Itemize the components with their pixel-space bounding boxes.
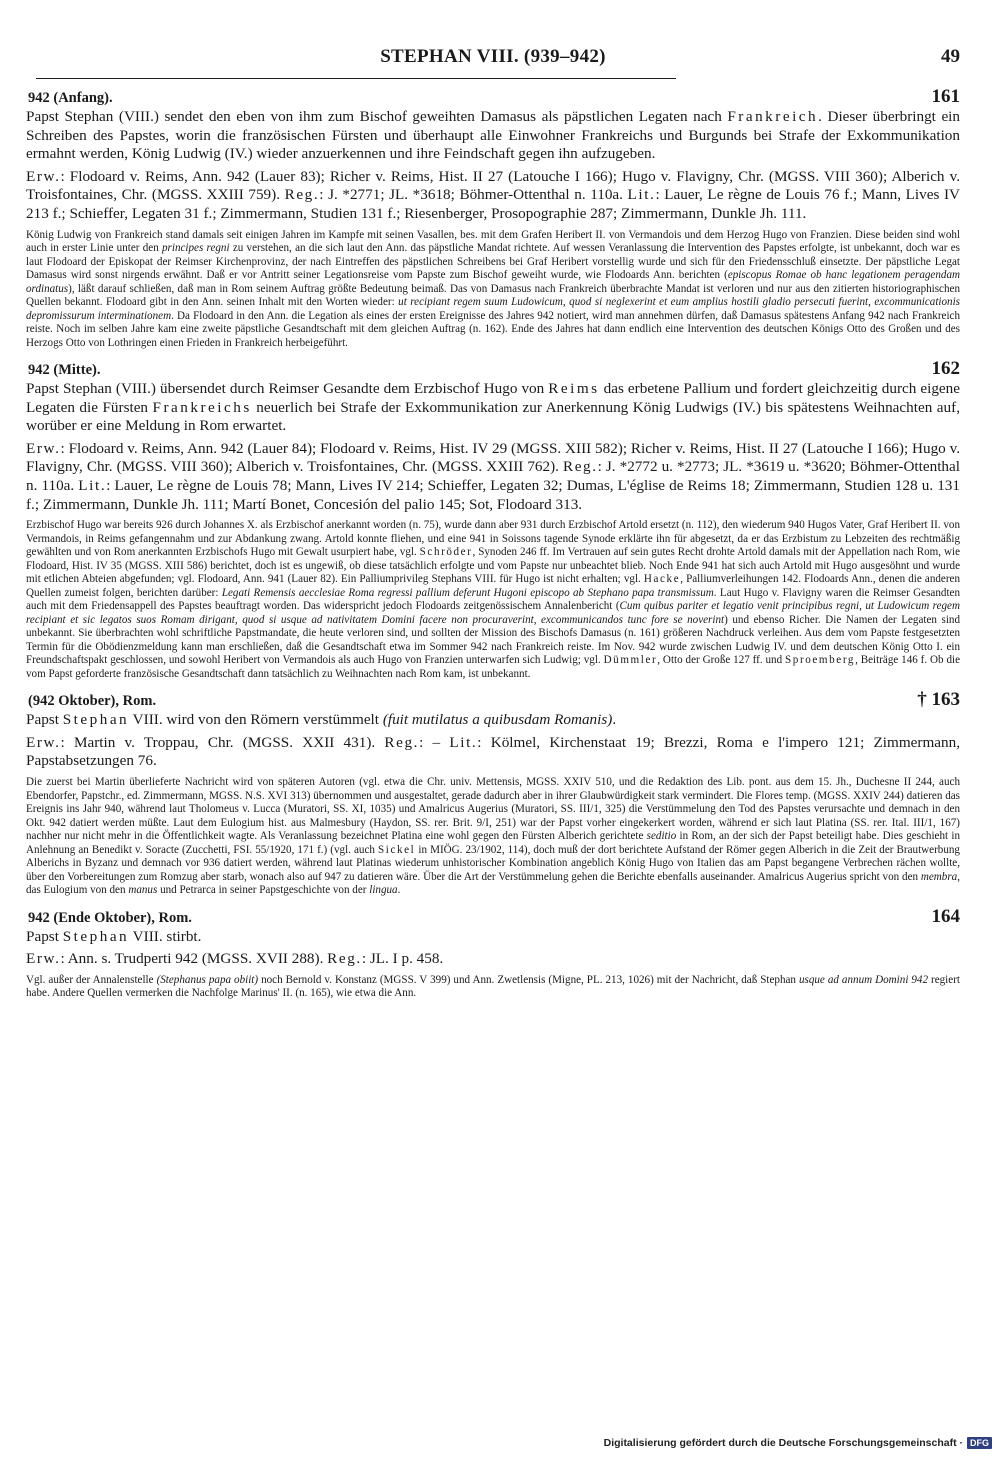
regest-entry-161 bbox=[26, 88, 960, 350]
entry-summary: Papst Stephan (VIII.) übersendet durch Reimser Gesandte dem Erzbischof Hugo von Reims das erbetene Pallium und fordert gleichzeitig durch eigene Legaten die Fürsten Frankreichs neuerlich bei Strafe der Exkommunikation zur Anerkennung König Ludwigs (IV.) bis spätestens Weihnachten auf, worüber er eine Meldung in Rom erwartet. bbox=[26, 380, 960, 435]
entry-number: † 163 bbox=[917, 689, 960, 711]
header-rule bbox=[36, 78, 676, 79]
entry-header bbox=[26, 905, 960, 928]
entry-header bbox=[26, 691, 960, 711]
entry-number: 161 bbox=[931, 86, 960, 107]
regest-entry-163 bbox=[26, 691, 960, 897]
entry-date: (942 Oktober), Rom. bbox=[28, 693, 157, 710]
page-number: 49 bbox=[941, 46, 960, 67]
entry-summary: Papst Stephan (VIII.) sendet den eben von ihm zum Bischof geweihten Damasus als päpstlichen Legaten nach Frankreich. Dieser überbringt ein Schreiben des Papstes, worin die französischen Fürsten und überhaupt alle Einwohner Frankreichs und Burgunds bei Strafe der Exkommunikation ermahnt werden, König Ludwig (IV.) wieder anzuerkennen und ihre Feindschaft gegen ihn aufzugeben. bbox=[26, 108, 960, 163]
entry-header bbox=[26, 360, 960, 380]
entry-sources: Erw.: Flodoard v. Reims, Ann. 942 (Lauer 83); Richer v. Reims, Hist. II 27 (Latouche I 166); Hugo v. Flavigny, Chr. (MGSS. VIII 360); Alberich v. Troisfontaines, Chr. (MGSS. XXIII 759). Reg.: J. *2771; JL. *3618; Böhmer-Ottenthal n. 110a. Lit.: Lauer, Le règne de Louis 76 f.; Mann, Lives IV 213 f.; Schieffer, Legaten 31 f.; Zimmermann, Studien 131 f.; Riesenberger, Prosopographie 287; Zimmermann, Dunkle Jh. 111. bbox=[26, 167, 960, 222]
entry-commentary: Die zuerst bei Martin überlieferte Nachricht wird von späteren Autoren (vgl. etwa die Chr. univ. Mettensis, MGSS. XXIV 510, und die Redaktion des Lib. pont. aus dem 15. Jh., Duchesne II 244, auch Ebendorfer, Papstchr., ed. Zimmermann, MGSS. N.S. XVI 313) übernommen und ausgestaltet, gerade dadurch aber in ihrer Glaubwürdigkeit stark vermindert. Die Flores temp. (MGSS. XXIV 244) datieren das Ereignis ins Jahr 940, während laut Tholomeus v. Lucca (Muratori, SS. XI, 1035) und Amalricus Augerius (Muratori, SS. III/1, 325) die Verstümmelung den Tod des Papstes verursachte und demnach in den Okt. 942 datiert werden müßte. Laut dem Eulogium hist. aus Malmesbury (Haydon, SS. rer. Brit. 9/I, 251) war der Papst vorher eingekerkert worden, während er sich laut Platina (SS. rer. Ital. III/1, 167) nachher nur nicht mehr in die Öffentlichkeit wagte. Als Veranlassung bezeichnet Platina eine wohl gegen den Fürsten Alberich gerichtete seditio in Rom, an der sich der Papst beteiligt habe. Dies geschieht in Anlehnung an Benedikt v. Soracte (Zucchetti, FSI. 55/1920, 171 f.) (vgl. auch Sickel in MIÖG. 23/1902, 114), doch muß der dort berichtete Aufstand der Römer gegen Alberich in die Zeit der Brautwerbung Alberichs in Byzanz und demnach vor 936 datiert werden, während laut Platinas wiederum unhistorischer Kombination angeblich König Hugo von Italien das am Papst begangene Verbrechen rächen wollte, über den Vorbereitungen zum Romzug aber starb, wonach also auf 947 zu datieren wäre. Über die Art der Verstümmelung gehen die Berichte ebenfalls auseinander. Amalricus Augerius spricht von den membra, das Eulogium von den manus und Petrarca in seiner Papstgeschichte von der lingua. bbox=[26, 776, 960, 896]
dfg-logo-icon: DFG bbox=[967, 1437, 992, 1449]
dfg-footer bbox=[604, 1437, 992, 1449]
document-page bbox=[26, 40, 960, 1001]
entry-header bbox=[26, 88, 960, 108]
entry-sources: Erw.: Ann. s. Trudperti 942 (MGSS. XVII 288). Reg.: JL. I p. 458. bbox=[26, 950, 444, 968]
entry-summary: Papst Stephan VIII. stirbt. bbox=[26, 927, 202, 945]
entry-number: 162 bbox=[931, 358, 960, 380]
entry-date: 942 (Anfang). bbox=[28, 90, 113, 106]
regest-entry-164 bbox=[26, 905, 960, 1001]
entry-sources: Erw.: Flodoard v. Reims, Ann. 942 (Lauer 84); Flodoard v. Reims, Hist. IV 29 (MGSS. XIII 582); Richer v. Reims, Hist. II 27 (Latouche I 166); Hugo v. Flavigny, Chr. (MGSS. VIII 360); Alberich v. Troisfontaines, Chr. (MGSS. XXIII 762). Reg.: J. *2772 u. *2773; JL. *3619 u. *3620; Böhmer-Ottenthal n. 110a. Lit.: Lauer, Le règne de Louis 78; Mann, Lives IV 214; Schieffer, Legaten 32; Dumas, L'église de Reims 18; Zimmermann, Studien 128 u. 131 f.; Zimmermann, Dunkle Jh. 111; Martí Bonet, Concesión del palio 145; Sot, Flodoard 313. bbox=[26, 439, 960, 513]
running-title: STEPHAN VIII. (939–942) bbox=[380, 46, 606, 67]
entry-date: 942 (Ende Oktober), Rom. bbox=[28, 909, 192, 926]
entry-date: 942 (Mitte). bbox=[28, 362, 101, 379]
entry-commentary: Vgl. außer der Annalenstelle (Stephanus papa obiit) noch Bernold v. Konstanz (MGSS. V 399) und Ann. Zwetlensis (Migne, PL. 213, 1026) mit der Nachricht, daß Stephan usque ad annum Domini 942 regiert habe. Andere Quellen vermerken die Nachfolge Marinus' II. (n. 165), wie etwa die Ann. bbox=[26, 973, 960, 1000]
footer-text: Digitalisierung gefördert durch die Deutsche Forschungsgemeinschaft · bbox=[603, 1437, 963, 1449]
entry-commentary: Erzbischof Hugo war bereits 926 durch Johannes X. als Erzbischof anerkannt worden (n. 75), wurde dann aber 931 durch Erzbischof Artold ersetzt (n. 112), den wiederum 940 Hugos Vater, Graf Heribert II. von Vermandois, in Reims gefangennahm und zur Abdankung zwang. Artold konnte fliehen, und eine 941 in Soissons tagende Synode erklärte ihn für abgesetzt, da er das Erzbistum zu Lebzeiten des rechtmäßig gewählten und von Rom anerkannten Erzbischofs Hugo mit Gewalt usurpiert habe, vgl. Schröder, Synoden 246 ff. Im Vertrauen auf sein gutes Recht drohte Artold damals mit der Appellation nach Rom, wie Flodoard, Hist. IV 35 (MGSS. XIII 586) berichtet, doch ist es ungewiß, ob diese tatsächlich erfolgte und vom Papste nur unbeachtet blieb. Noch Ende 941 hat sich auch Artold mit Hugo ausgesöhnt und wurde mit etlichen Abteien abgefunden; vgl. Flodoard, Ann. 941 (Lauer 82). Ein Palliumprivileg Stephans VIII. für Hugo ist nicht erhalten; vgl. Hacke, Palliumverleihungen 142. Flodoards Ann., denen die anderen Quellen zumeist folgen, berichten darüber: Legati Remensis aecclesiae Roma regressi pallium deferunt Hugoni episcopo ab Stephano papa transmissum. Laut Hugo v. Flavigny waren die Reimser Gesandten auch mit dem Friedensappell des Papstes beauftragt worden. Das widerspricht jedoch Flodoards zeitgenössischem Annalenbericht (Cum quibus pariter et legatio venit principibus regni, ut Ludowicum regem recipiant et sic legatos suos Romam dirigant, quod si usque ad nativitatem Domini facere non procuraverint, excommunicandos tunc fore se noverint) und ebenso Richer. Die Namen der Legaten sind unbekannt. Sie überbrachten wohl schriftliche Papstmandate, die heute verloren sind, und sollten der Mission des Bischofs Damasus (n. 161) größeren Nachdruck verleihen. Aus dem vom Papste festgesetzten Termin für die Obödienzmeldung kann man erschließen, daß die Gesandtschaft etwa im Sommer 942 nach Frankreich reiste. Im Nov. 942 wurde zwischen Ludwig IV. und dem deutschen König Otto I. ein Freundschaftspakt geschlossen, und sowohl Heribert von Vermandois als auch Hugo von Franzien unterwarfen sich Ludwig; vgl. Dümmler, Otto der Große 127 ff. und Sproemberg, Beiträge 146 f. Ob die vom Papst geforderte französische Gesandtschaft dann tatsächlich zu Weihnachten nach Rom kam, ist unbekannt. bbox=[26, 519, 961, 680]
entry-summary: Papst Stephan VIII. wird von den Römern verstümmelt (fuit mutilatus a quibusdam Romanis). bbox=[26, 711, 617, 729]
entry-sources: Erw.: Martin v. Troppau, Chr. (MGSS. XXII 431). Reg.: – Lit.: Kölmel, Kirchenstaat 19; Brezzi, Roma e l'impero 121; Zimmermann, Papstabsetzungen 76. bbox=[26, 733, 960, 770]
regest-entry-162 bbox=[26, 360, 960, 681]
entry-commentary: König Ludwig von Frankreich stand damals seit einigen Jahren im Kampfe mit seinen Vasallen, bes. mit dem Grafen Heribert II. von Vermandois und dem Herzog Hugo von Franzien. Diese beiden sind wohl auch in erster Linie unter den principes regni zu verstehen, an die sich laut den Ann. das päpstliche Mandat richtete. Auf wessen Veranlassung die Intervention des Papstes erfolgte, ist unbekannt, doch war es laut Flodoard der Episkopat der Reimser Kirchenprovinz, der nach Eintreffen des päpstlichen Schreibens bei Graf Heribert vorstellig wurde und sich für den Friedensschluß einsetzte. Der päpstliche Legat Damasus wird sonst nirgends erwähnt. Daß er vor Antritt seiner Legationsreise vom Papste zum Bischof geweiht wurde, wie Flodoards Ann. berichten (episcopus Romae ob hanc legationem peragendam ordinatus), läßt darauf schließen, daß man in Rom seinem Auftrag größte Bedeutung beimaß. Das von Damasus nach Frankreich überbrachte Mandat ist verloren und nur aus den zitierten historiographischen Quellen bekannt. Flodoard gibt in den Ann. seinen Inhalt mit den Worten wieder: ut recipiant regem suum Ludowicum, quod si neglexerint et eum amplius hostili gladio persecuti fuerint, excommunicationis depromissurum interminationem. Da Flodoard in den Ann. die Legation als eines der ersten Ereignisse des Jahres 942 notiert, wird man annehmen dürfen, daß Damasus spätestens Anfang 942 nach Frankreich reiste. Noch im selben Jahre kam eine zweite päpstliche Gesandtschaft mit dem gleichen Auftrag (n. 162). Ende des Jahres hat dann endlich eine Intervention des deutschen Königs Otto des Großen und des Herzogs Otto von Lothringen einen Frieden in Frankreich herbeigeführt. bbox=[26, 228, 960, 349]
entry-number: 164 bbox=[931, 905, 960, 927]
page-header bbox=[26, 40, 960, 78]
